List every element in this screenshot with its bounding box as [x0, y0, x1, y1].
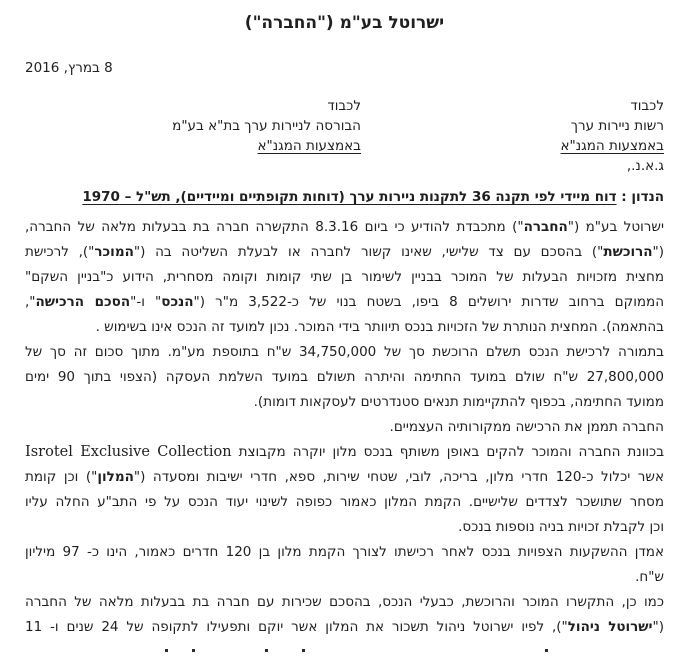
- paragraph-0-line-4: [25, 315, 664, 340]
- body-text: ") בהסכם עם צד שלישי, שאינו קשור לחברה או לבעלת השליטה בה (": [133, 244, 604, 260]
- greeting: ג.א.נ.,: [626, 158, 664, 174]
- paragraph-0-line-2: [25, 265, 664, 290]
- body-text: החברה תממן את הרכישה ממקורותיה העצמיים.: [389, 419, 664, 435]
- body-text: ישרוטל בע"מ (": [567, 219, 664, 235]
- paragraph-0-line-1: [25, 240, 664, 265]
- paragraph-3-line-2: [25, 490, 664, 515]
- truncated-letter-fragment: [165, 649, 168, 652]
- body-text: מסחר שתושכר לצדדים שלישיים. הקמת המלון כאמור כפופה לשינוי יעוד הנכס על פי התב"ע החלה עליו: [25, 494, 664, 510]
- body-text: וכן לקבלת זכויות בניה נוספות בנכס.: [458, 519, 664, 535]
- body-text: ש"ח.: [635, 569, 664, 585]
- bold-defined-term: החברה: [523, 219, 568, 235]
- paragraph-1-line-1: [25, 365, 664, 390]
- recipients-block: [25, 96, 664, 160]
- paragraph-3-line-0: [25, 440, 664, 465]
- paragraph-1-line-0: [25, 340, 664, 365]
- recipient-0: [561, 96, 665, 156]
- subject-text: דוח מיידי לפי תקנה 36 לתקנות ניירות ערך (דוחות תקופתיים ומיידיים), תש"ל – 1970: [82, 189, 617, 205]
- body-text: 27,800,000 ש"ח שולם במועד החתימה והיתרה תשולם במועד השלמת העסקה (הצפוי בתוך 90 ימים: [25, 369, 664, 385]
- body-text: בתמורה לרכישת הנכס תשלם הרוכשת סך של 34,750,000 ש"ח בתוספת מע"מ. מתוך סכום זה סך של: [25, 344, 664, 360]
- recipient-1-name: הבורסה לניירות ערך בת"א בע"מ: [172, 118, 361, 134]
- body-text: בכוונת החברה והמוכר להקים באופן משותף בנכס מלון יוקרה מקבוצת: [231, 444, 664, 460]
- paragraph-5-line-0: [25, 590, 664, 615]
- latin-brand-text: Isrotel Exclusive Collection: [25, 444, 232, 460]
- subject-label: הנדון :: [616, 189, 664, 205]
- body-text: (": [652, 619, 664, 635]
- paragraph-3-line-3: [25, 515, 664, 540]
- truncated-letter-fragment: [302, 649, 305, 652]
- body-text: ממועד החתימה, בכפוף להתקיימות תנאים סטנדרטים לעסקאות דומות).: [253, 394, 664, 410]
- document-date: 8 במרץ, 2016: [25, 60, 113, 76]
- paragraph-2-line-0: [25, 415, 664, 440]
- recipient-0-name: רשות ניירות ערך: [570, 118, 664, 134]
- bold-defined-term: המלון: [97, 469, 134, 485]
- recipient-0-via: באמצעות המגנ"א: [560, 138, 664, 154]
- body-text: כמו כן, התקשרו המוכר והרוכשת, כבעלי הנכס, בהסכם שכירות עם חברה בת בבעלות מלאה של החברה: [25, 594, 664, 610]
- body-text: ") מתכבדת להודיע כי ביום 8.3.16 התקשרה חברה בת בבעלות מלאה של החברה,: [25, 219, 524, 235]
- body-text: "), לרכישת: [25, 244, 95, 260]
- paragraph-0-line-3: [25, 290, 664, 315]
- subject-line: [25, 189, 664, 205]
- paragraph-4-line-1: [25, 565, 664, 590]
- recipient-1-salutation: לכבוד: [327, 98, 361, 114]
- paragraph-3-line-1: [25, 465, 664, 490]
- bold-defined-term: הסכם הרכישה: [35, 294, 131, 310]
- body-text: בהתאמה). המחצית הנותרת של הזכויות בנכס תיוותר בידי המוכר. נכון למועד זה הנכס אינו בשימוש .: [95, 319, 664, 335]
- body-text: (": [652, 244, 664, 260]
- truncated-letter-fragment: [265, 649, 268, 652]
- paragraph-1-line-2: [25, 390, 664, 415]
- paragraph-0-line-0: [25, 215, 664, 240]
- recipient-1: [172, 96, 361, 156]
- letter-body: [25, 215, 664, 640]
- recipient-1-via: באמצעות המגנ"א: [257, 138, 361, 154]
- body-text: ") וכן קומת: [25, 469, 98, 485]
- bold-defined-term: המוכר: [94, 244, 134, 260]
- recipient-0-salutation: לכבוד: [630, 98, 664, 114]
- body-text: אשר יכלול כ-120 חדרי מלון, בריכה, לובי, שטחי שירות, ספא, חדרי ישיבות ומסעדה (": [133, 469, 664, 485]
- truncated-letter-fragment: [192, 649, 195, 652]
- body-text: "), לפיו ישרוטל ניהול תשכור את המלון אשר יוקם ותפעילו לתקופה של 24 שנים ו- 11: [25, 619, 568, 635]
- company-title: ישרוטל בע"מ ("החברה"): [244, 13, 445, 33]
- body-text: מחצית מזכויות הבעלות של המוכר בבניין לשימור בן שתי קומות וקומה מסחרית, הידוע כ"בניין השקם": [25, 269, 664, 285]
- bold-defined-term: ישרוטל ניהול: [567, 619, 653, 635]
- bold-defined-term: הרוכשת: [603, 244, 653, 260]
- paragraph-5-line-1: [25, 615, 664, 640]
- paragraph-4-line-0: [25, 540, 664, 565]
- body-text: הממוקם ברחוב שדרות ירושלים 8 ביפו, בשטח בנוי של כ-3,522 מ"ר (": [193, 294, 664, 310]
- body-text: ",: [25, 294, 36, 310]
- body-text: " ו-": [130, 294, 162, 310]
- bold-defined-term: הנכס: [161, 294, 194, 310]
- truncated-letter-fragment: [545, 649, 548, 652]
- body-text: אמדן ההשקעות הצפויות בנכס לאחר רכישתו לצורך הקמת מלון בן 120 חדרים כאמור, הינו כ- 97 מיליון: [25, 544, 664, 560]
